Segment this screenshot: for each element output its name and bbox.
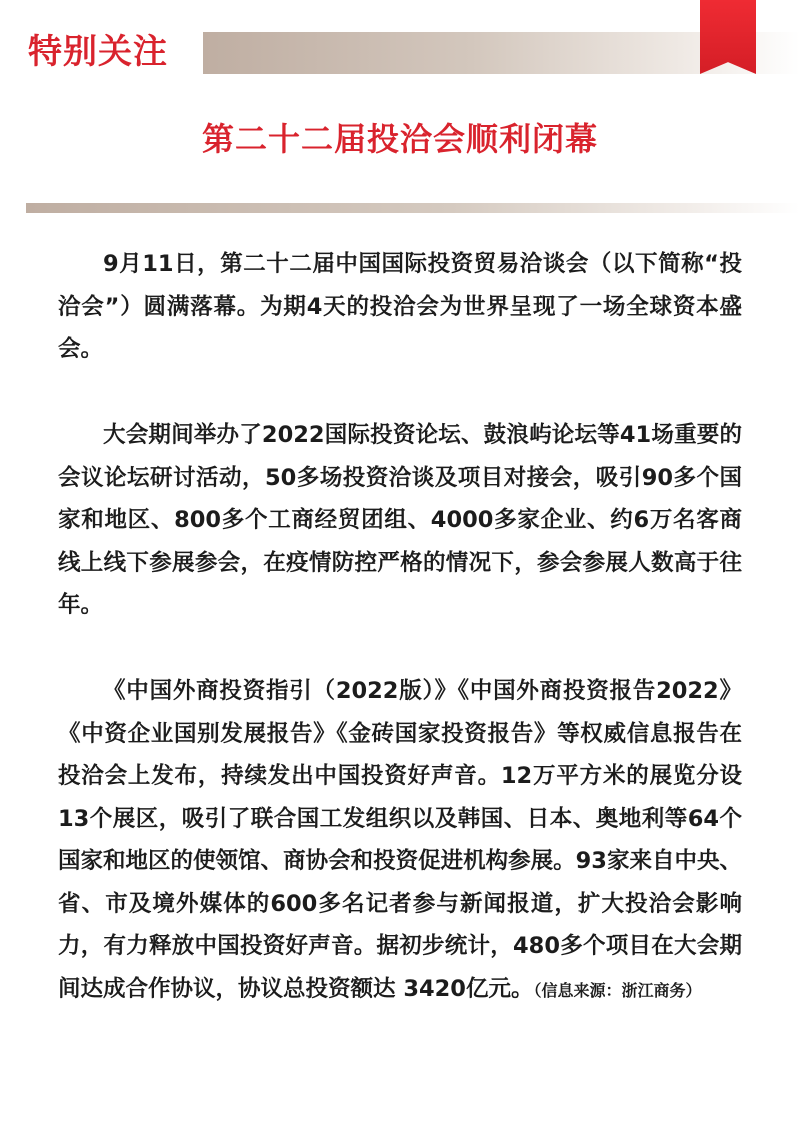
section-label: 特别关注: [28, 32, 168, 72]
paragraph-1: 9月11日，第二十二届中国国际投资贸易洽谈会（以下简称“投洽会”）圆满落幕。为期4天的投洽会为世界呈现了一场全球资本盛会。: [58, 251, 742, 362]
paragraph-3: [58, 670, 742, 1012]
article-title: 第二十二届投洽会顺利闭幕: [201, 120, 598, 158]
title-divider: [26, 203, 800, 213]
paragraph-2: 大会期间举办了2022国际投资论坛、鼓浪屿论坛等41场重要的会议论坛研讨活动，50多场投资洽谈及项目对接会，吸引90多个国家和地区、800多个工商经贸团组、4000多家企业、约6万名客商线上线下参展参会，在疫情防控严格的情况下，参会参展人数高于往年。: [58, 422, 742, 618]
paragraph-3-text: 《中国外商投资指引（2022版）》《中国外商投资报告2022》《中资企业国别发展报告》《金砖国家投资报告》等权威信息报告在投洽会上发布，持续发出中国投资好声音。12万平方米的展览分设13个展区，吸引了联合国工发组织以及韩国、日本、奥地利等64个国家和地区的使领馆、商协会和投资促进机构参展。93家来自中央、省、市及境外媒体的600多名记者参与新闻报道，扩大投洽会影响力，有力释放中国投资好声音。据初步统计，480多个项目在大会期间达成合作协议，协议总投资额达 3420亿元。: [58, 678, 742, 1002]
source-note: （信息来源：浙江商务）: [533, 980, 702, 1000]
